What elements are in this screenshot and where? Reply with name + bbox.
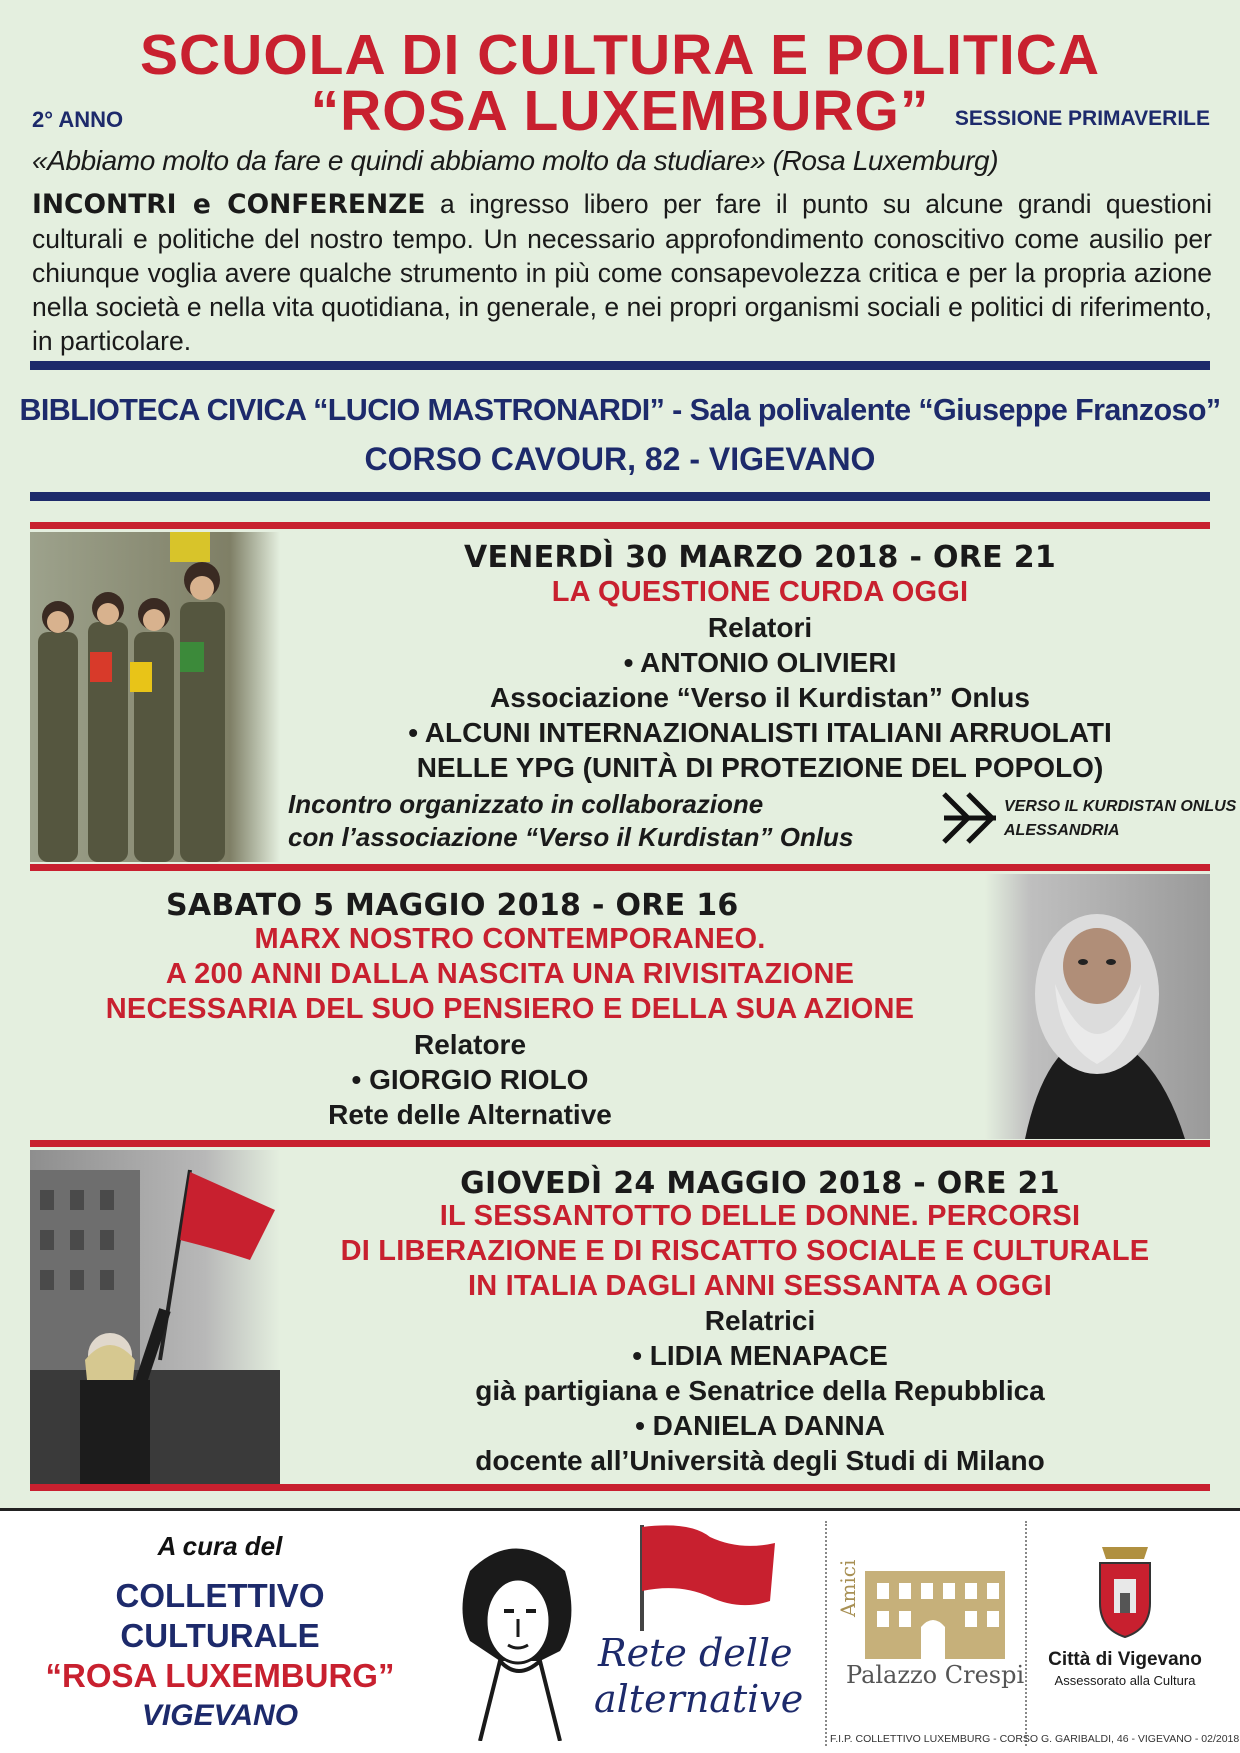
org-line3: “ROSA LUXEMBURG” — [45, 1657, 395, 1694]
org-line1: COLLETTIVO — [115, 1577, 325, 1614]
event2-speaker1-org: Rete delle Alternative — [328, 1099, 612, 1130]
palazzo-label: Palazzo Crespi — [846, 1661, 1025, 1689]
divider-2 — [1025, 1521, 1027, 1746]
sessantotto-photo — [30, 1150, 280, 1488]
divider-1 — [825, 1521, 827, 1746]
city-label: Città di Vigevano — [1048, 1649, 1202, 1670]
event2-title-line3: NECESSARIA DEL SUO PENSIERO E DELLA SUA AZIONE — [105, 993, 915, 1025]
logo-text-line1: VERSO IL KURDISTAN ONLUS — [1004, 798, 1237, 815]
event1-speaker1: • ANTONIO OLIVIERI — [623, 647, 897, 678]
logo-text-line2: ALESSANDRIA — [1004, 822, 1120, 839]
sessantotto-illustration — [30, 1150, 280, 1488]
event3-speaker2-org: docente all’Università degli Studi di Milano — [475, 1445, 1045, 1476]
event1-speaker2-line2: NELLE YPG (UNITÀ DI PROTEZIONE DEL POPOLO) — [416, 752, 1104, 783]
rete-line1: Rete delle — [598, 1631, 793, 1675]
intro-bold: INCONTRI e CONFERENZE — [32, 189, 426, 220]
title-line2: “ROSA LUXEMBURG” — [310, 79, 930, 143]
venue-line1: BIBLIOTECA CIVICA “LUCIO MASTRONARDI” - Sala polivalente “Giuseppe Franzoso” — [19, 393, 1221, 427]
event1-note-line2: con l’associazione “Verso il Kurdistan” Onlus — [288, 822, 854, 852]
event1-speaker1-org: Associazione “Verso il Kurdistan” Onlus — [490, 682, 1030, 713]
marx-portrait — [985, 874, 1210, 1139]
amici-label: Amici — [836, 1559, 860, 1617]
rule-red-1 — [30, 522, 1210, 529]
event2-date: SABATO 5 MAGGIO 2018 - ORE 16 — [166, 888, 739, 923]
event3-title-line2: DI LIBERAZIONE E DI RISCATTO SOCIALE E CULTURALE — [340, 1235, 1150, 1267]
event3-date: GIOVEDÌ 24 MAGGIO 2018 - ORE 21 — [460, 1166, 1060, 1201]
marx-illustration — [985, 874, 1210, 1139]
event2-title-line2: A 200 ANNI DALLA NASCITA UNA RIVISITAZIONE — [165, 958, 855, 990]
rosa-portrait-illustration — [440, 1531, 590, 1741]
event2-role: Relatore — [413, 1029, 527, 1060]
event1-speaker2-line1: • ALCUNI INTERNAZIONALISTI ITALIANI ARRUOLATI — [408, 717, 1112, 748]
event1-date: VENERDÌ 30 MARZO 2018 - ORE 21 — [463, 540, 1057, 575]
kurdish-fighters-illustration — [30, 532, 280, 862]
venue-line2: CORSO CAVOUR, 82 - VIGEVANO — [364, 441, 876, 477]
event3-title-line3: IN ITALIA DAGLI ANNI SESSANTA A OGGI — [468, 1270, 1052, 1302]
vigevano-crest-icon — [1090, 1541, 1160, 1641]
event1-role: Relatori — [707, 612, 813, 643]
assessorato-label: Assessorato alla Cultura — [1054, 1673, 1196, 1688]
org-city: VIGEVANO — [141, 1699, 299, 1732]
curated-by: A cura del — [157, 1531, 283, 1561]
event3-speaker1: • LIDIA MENAPACE — [632, 1340, 888, 1371]
event2-speaker1: • GIORGIO RIOLO — [351, 1064, 589, 1095]
event2-title-line1: MARX NOSTRO CONTEMPORANEO. — [254, 923, 766, 955]
rule-red-2 — [30, 864, 1210, 871]
palazzo-crespi-logo-icon — [835, 1551, 1015, 1661]
session-label: SESSIONE PRIMAVERILE — [954, 107, 1210, 130]
rule-navy-top — [30, 361, 1210, 370]
title-line1: SCUOLA DI CULTURA E POLITICA — [139, 23, 1100, 87]
rosa-luxemburg-portrait — [440, 1531, 590, 1741]
year-label: 2° ANNO — [32, 107, 124, 132]
event3-role: Relatrici — [704, 1305, 816, 1336]
event3-title-line1: IL SESSANTOTTO DELLE DONNE. PERCORSI — [439, 1200, 1081, 1232]
event1-title: LA QUESTIONE CURDA OGGI — [551, 576, 969, 608]
kurdish-fighters-photo — [30, 532, 280, 862]
quote: «Abbiamo molto da fare e quindi abbiamo molto da studiare» (Rosa Luxemburg) — [32, 145, 999, 176]
intro-paragraph — [32, 187, 1212, 358]
rule-navy-bottom — [30, 492, 1210, 501]
rete-line2: alternative — [594, 1677, 804, 1721]
event3-speaker2: • DANIELA DANNA — [635, 1410, 885, 1441]
intro-text: a ingresso libero per fare il punto su alcune grandi questioni culturali e politiche del nostro tempo. Un necessario approfondimento conoscitivo come ausilio per chiunque voglia avere qualche strumento in più come consapevolezza critica e per la propria azione nella società e nella vita quotidiana, in generale, e nei propri organismi sociali e politici di riferimento, in particolare. — [32, 189, 1213, 356]
event3-speaker1-org: già partigiana e Senatrice della Repubblica — [475, 1375, 1045, 1406]
rule-red-4 — [30, 1484, 1210, 1491]
verso-kurdistan-logo-icon — [940, 790, 1000, 846]
fip-text: F.I.P. COLLETTIVO LUXEMBURG - CORSO G. GARIBALDI, 46 - VIGEVANO - 02/2018 — [830, 1733, 1240, 1745]
org-line2: CULTURALE — [120, 1617, 320, 1654]
red-flag-icon — [630, 1521, 780, 1631]
event1-note-line1: Incontro organizzato in collaborazione — [288, 789, 764, 819]
footer — [0, 1508, 1240, 1753]
rule-red-3 — [30, 1140, 1210, 1147]
